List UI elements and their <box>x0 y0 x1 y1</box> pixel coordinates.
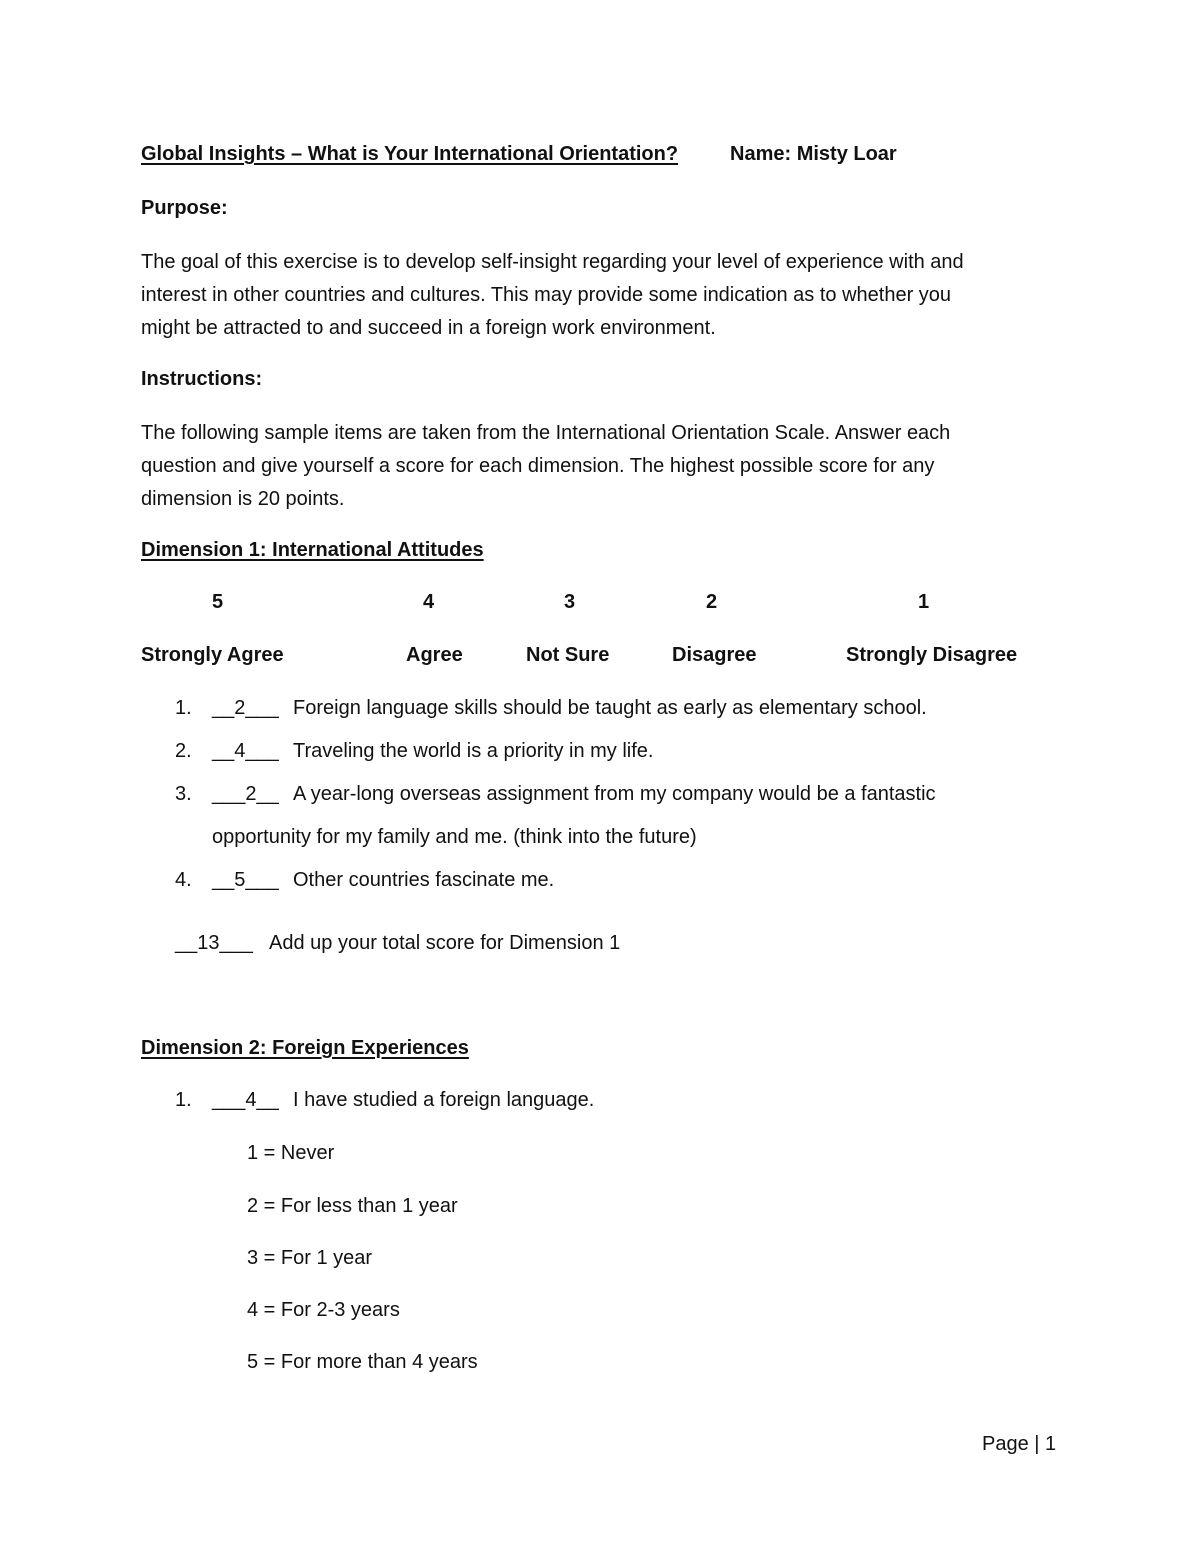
answer-option: 1 = Never <box>247 1142 335 1164</box>
instructions-line: dimension is 20 points. <box>141 488 345 510</box>
instructions-line: The following sample items are taken from the International Orientation Scale. Answer each <box>141 422 951 444</box>
scale-number: 2 <box>706 591 718 613</box>
dimension2-heading: Dimension 2: Foreign Experiences <box>141 1037 469 1059</box>
document-title: Global Insights – What is Your International Orientation? <box>141 143 679 165</box>
scale-number: 1 <box>918 591 930 613</box>
item-number: 2. <box>175 740 192 762</box>
purpose-line: interest in other countries and cultures. This may provide some indication as to whether you <box>141 284 952 306</box>
purpose-line: The goal of this exercise is to develop self-insight regarding your level of experience with and <box>141 251 964 273</box>
page-number: Page | 1 <box>982 1433 1057 1455</box>
answer-blank[interactable]: ___4__ <box>212 1089 279 1111</box>
scale-number: 3 <box>564 591 576 613</box>
answer-option: 5 = For more than 4 years <box>247 1351 478 1373</box>
purpose-paragraph <box>141 246 1041 345</box>
answer-blank[interactable]: ___2__ <box>212 783 279 805</box>
scale-label: Strongly Disagree <box>846 644 1018 666</box>
instructions-line: question and give yourself a score for each dimension. The highest possible score for any <box>141 455 935 477</box>
scale-label: Disagree <box>672 644 757 666</box>
scale-number: 5 <box>212 591 224 613</box>
item-number: 4. <box>175 869 192 891</box>
scale-label: Agree <box>406 644 463 666</box>
answer-option: 4 = For 2-3 years <box>247 1299 400 1321</box>
item-text: A year-long overseas assignment from my company would be a fantastic <box>293 783 936 805</box>
answer-option: 3 = For 1 year <box>247 1247 373 1269</box>
item-number: 1. <box>175 697 192 719</box>
purpose-heading: Purpose: <box>141 197 228 219</box>
dimension1-heading: Dimension 1: International Attitudes <box>141 539 484 561</box>
scale-label: Strongly Agree <box>141 644 284 666</box>
item-text-continuation: opportunity for my family and me. (think into the future) <box>212 826 697 848</box>
instructions-paragraph <box>141 417 1041 516</box>
total-score-text: Add up your total score for Dimension 1 <box>269 932 621 954</box>
item-text: Other countries fascinate me. <box>293 869 555 891</box>
scale-number: 4 <box>423 591 435 613</box>
item-text: Foreign language skills should be taught as early as elementary school. <box>293 697 927 719</box>
answer-blank[interactable]: __5___ <box>212 869 279 891</box>
item-text: Traveling the world is a priority in my life. <box>293 740 654 762</box>
total-score-blank[interactable]: __13___ <box>175 932 253 954</box>
purpose-line: might be attracted to and succeed in a foreign work environment. <box>141 317 716 339</box>
student-name: Name: Misty Loar <box>730 143 897 165</box>
item-number: 3. <box>175 783 192 805</box>
answer-blank[interactable]: __4___ <box>212 740 279 762</box>
item-number: 1. <box>175 1089 192 1111</box>
instructions-heading: Instructions: <box>141 368 263 390</box>
answer-option: 2 = For less than 1 year <box>247 1195 458 1217</box>
item-text: I have studied a foreign language. <box>293 1089 595 1111</box>
scale-label: Not Sure <box>526 644 610 666</box>
answer-blank[interactable]: __2___ <box>212 697 279 719</box>
